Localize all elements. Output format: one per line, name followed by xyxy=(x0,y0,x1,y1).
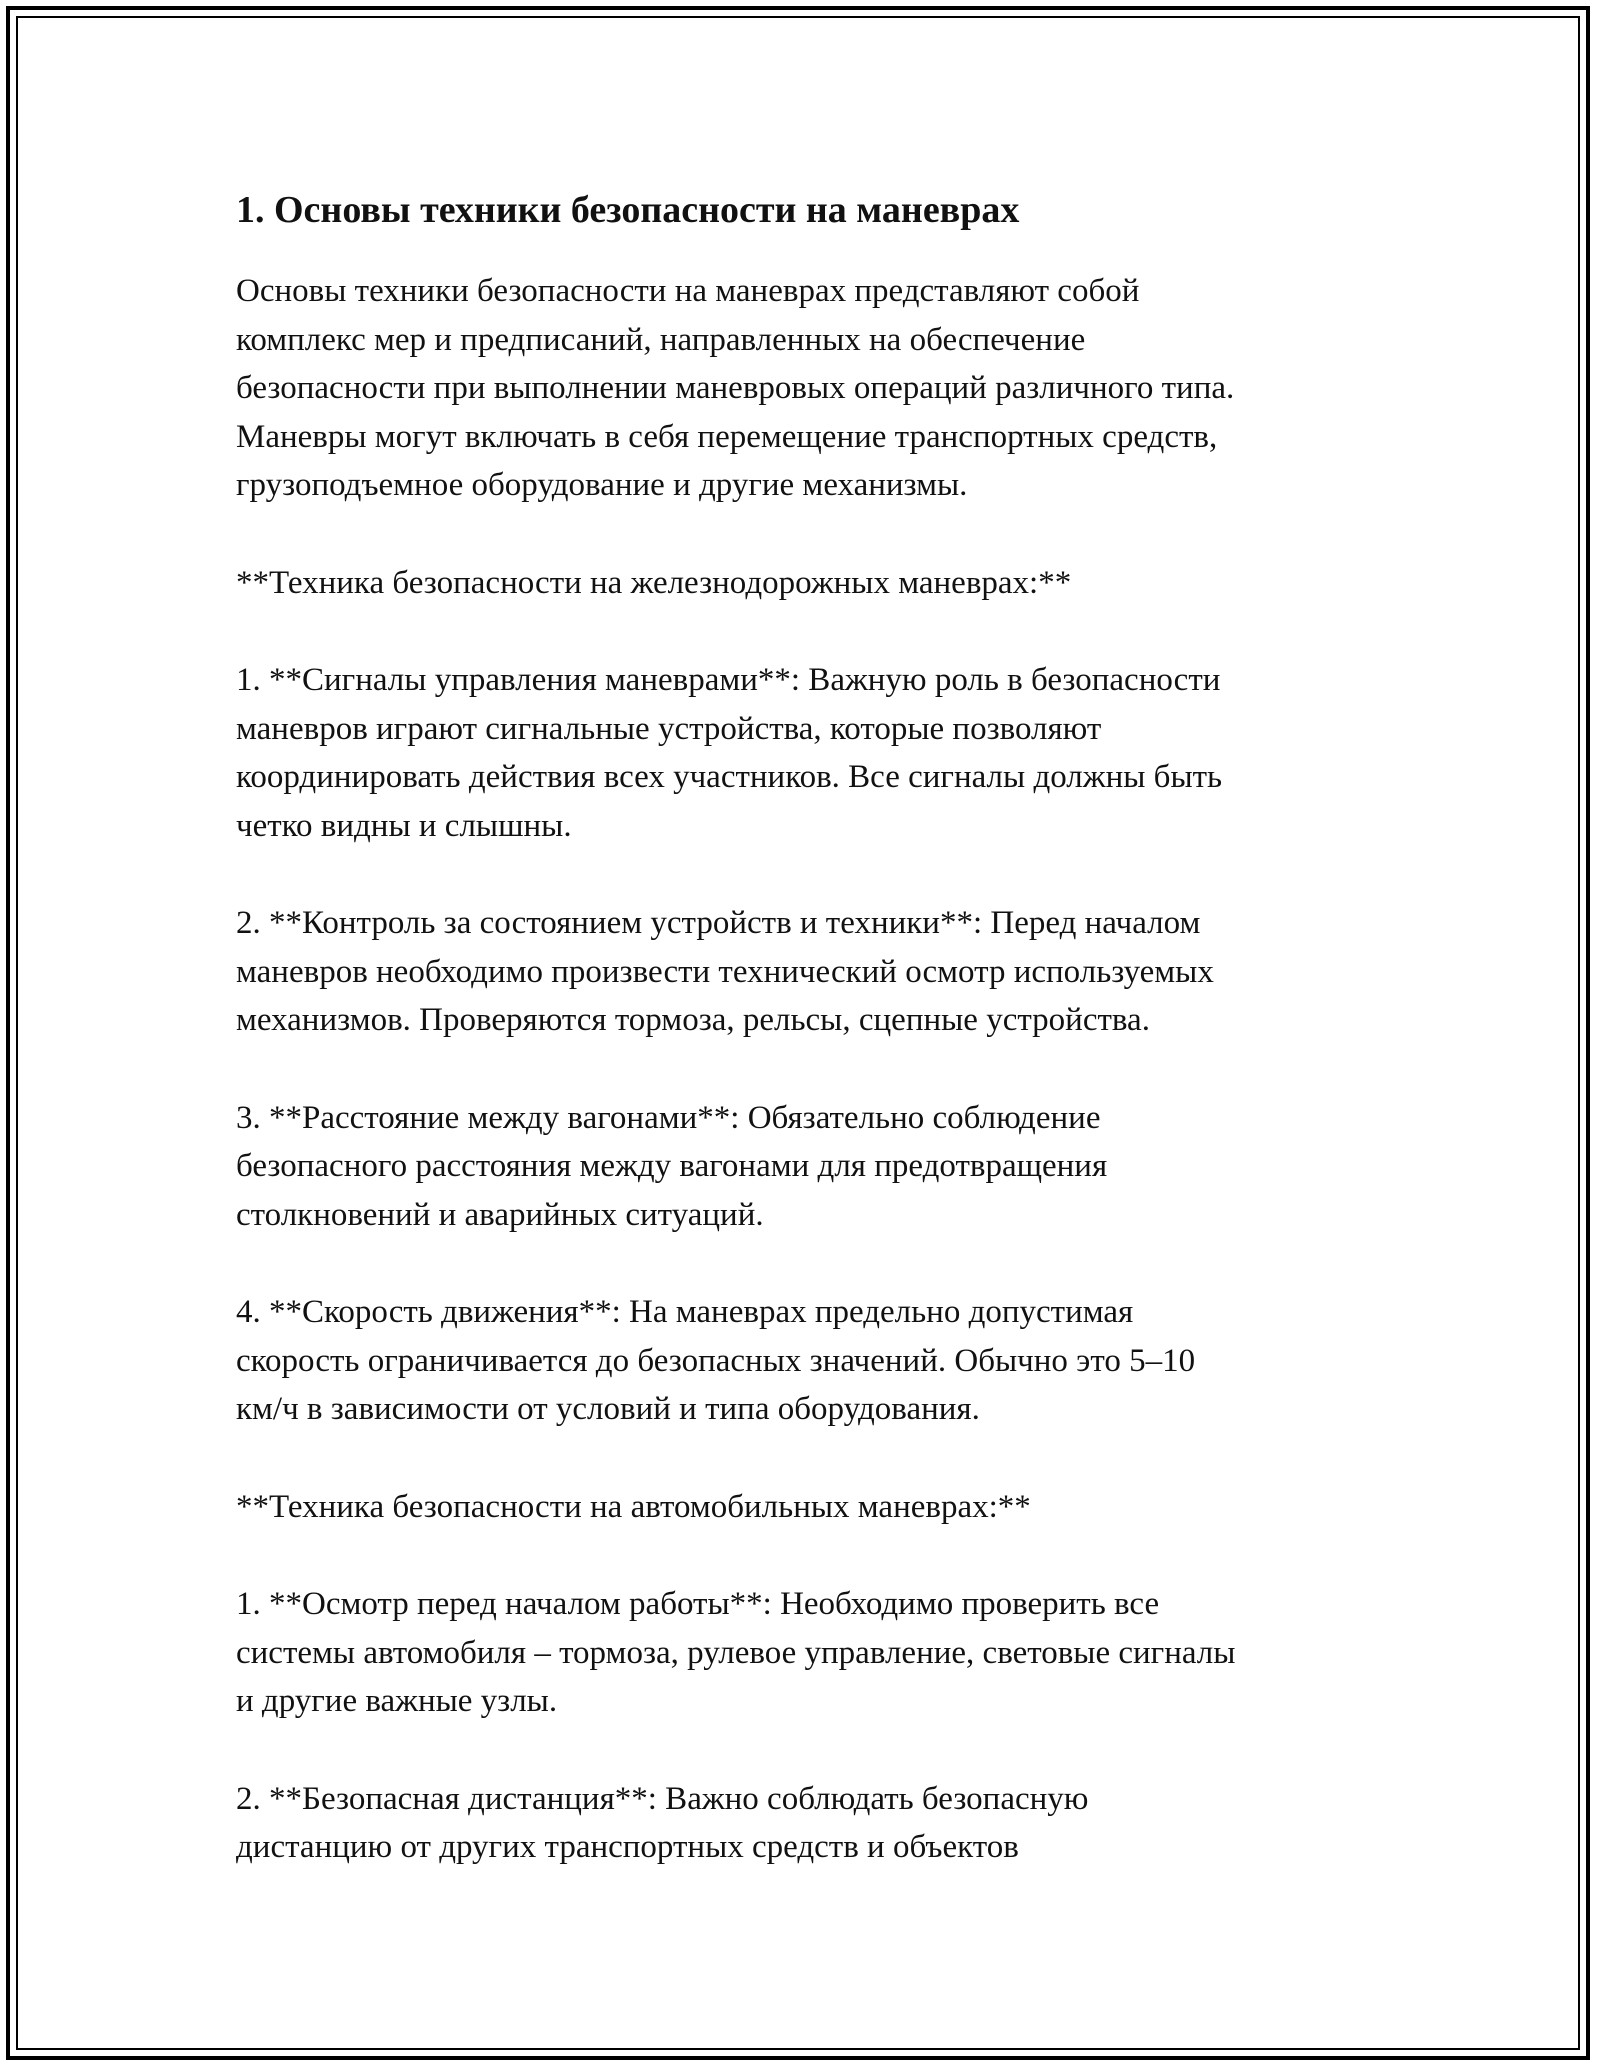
railway-item-2: 2. **Контроль за состоянием устройств и техники**: Перед началом маневров необходимо произвести технический осмотр используемых механизмов. Проверяются тормоза, рельсы, сцепные устройства. xyxy=(236,905,1214,1039)
railway-subheading: **Техника безопасности на железнодорожных маневрах:** xyxy=(236,564,1072,601)
automobile-item-1: 1. **Осмотр перед началом работы**: Необходимо проверить все системы автомобиля – тормоза, рулевое управление, световые сигналы и другие важные узлы. xyxy=(236,1586,1236,1720)
automobile-subheading: **Техника безопасности на автомобильных маневрах:** xyxy=(236,1488,1031,1525)
section-heading: 1. Основы техники безопасности на маневрах xyxy=(236,189,1020,231)
railway-item-4: 4. **Скорость движения**: На маневрах предельно допустимая скорость ограничивается до безопасных значений. Обычно это 5–10 км/ч в зависимости от условий и типа оборудования. xyxy=(236,1294,1196,1428)
railway-item-1: 1. **Сигналы управления маневрами**: Важную роль в безопасности маневров играют сигнальные устройства, которые позволяют координировать действия всех участников. Все сигналы должны быть четко видны и слышны. xyxy=(236,662,1223,844)
document-body xyxy=(236,186,1376,1921)
automobile-item-2: 2. **Безопасная дистанция**: Важно соблюдать безопасную дистанцию от других транспортных средств и объектов xyxy=(236,1780,1089,1866)
intro-paragraph: Основы техники безопасности на маневрах представляют собой комплекс мер и предписаний, направленных на обеспечение безопасности при выполнении маневровых операций различного типа. Маневры могут включать в себя перемещение транспортных средств, грузоподъемное оборудование и другие механизмы. xyxy=(236,273,1235,504)
railway-item-3: 3. **Расстояние между вагонами**: Обязательно соблюдение безопасного расстояния между вагонами для предотвращения столкновений и аварийных ситуаций. xyxy=(236,1099,1108,1233)
